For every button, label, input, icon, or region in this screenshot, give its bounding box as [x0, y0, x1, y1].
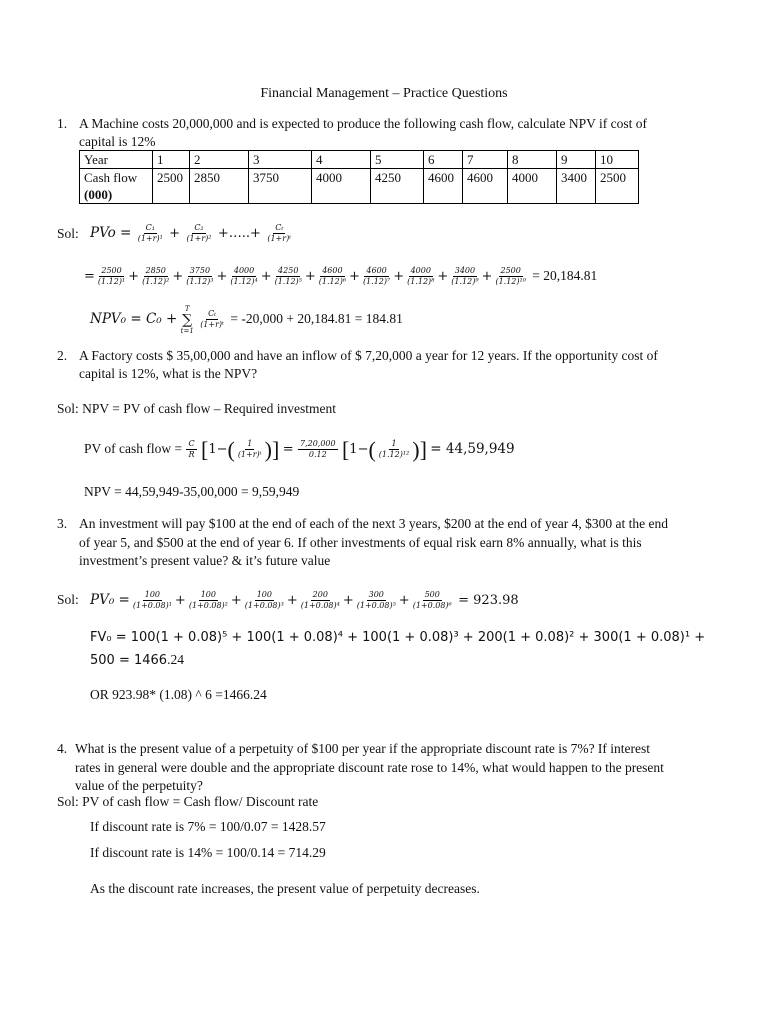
q2-npv: NPV = 44,59,949-35,00,000 = 9,59,949: [84, 484, 300, 499]
cash-flow-table: [79, 150, 639, 204]
fraction-numerator: 100: [200, 590, 216, 600]
plus-sign: +: [398, 593, 410, 608]
table-cell: 4250: [371, 169, 424, 204]
fraction-denominator: (1+r)ᵗ: [267, 234, 292, 244]
plus-sign: +: [437, 269, 449, 284]
plus-sign: +: [304, 269, 316, 284]
table-cell: 10: [596, 151, 639, 169]
q4-result-14: If discount rate is 14% = 100/0.14 = 714.29: [90, 845, 326, 860]
fraction: [243, 590, 286, 611]
table-cell: 7: [463, 151, 508, 169]
plus-sign: +: [172, 269, 184, 284]
fraction-denominator: (1+r)ᵗ: [200, 320, 225, 330]
plus-sign: +: [230, 593, 242, 608]
fraction-denominator: (1+r)ᵗ: [237, 450, 262, 460]
npv-lhs: NPV₀ = C₀ +: [90, 311, 178, 327]
plus-sign: +: [286, 593, 298, 608]
pv-result: = 20,184.81: [532, 268, 598, 283]
fraction-denominator: 0.12: [308, 450, 327, 460]
equals-sign: =: [282, 442, 294, 457]
page-title: Financial Management – Practice Questions: [260, 86, 508, 101]
fraction: [184, 266, 215, 287]
question-4-text-line3: value of the perpetuity?: [75, 778, 203, 793]
pv-lhs: PVo =: [90, 225, 132, 241]
table-cell: 5: [371, 151, 424, 169]
ellipsis: +…..+: [217, 226, 261, 241]
q4-sol: Sol: PV of cash flow = Cash flow/ Discount rate: [57, 794, 319, 809]
fraction-denominator: (1.12)⁹: [451, 277, 479, 287]
fraction-denominator: (1.12)³: [186, 277, 214, 287]
fraction-denominator: (1+0.08)⁴: [300, 601, 340, 611]
plus-sign: +: [342, 593, 354, 608]
table-cell: 3400: [557, 169, 596, 204]
fraction-numerator: 1: [247, 439, 253, 449]
npv-result: = -20,000 + 20,184.81 = 184.81: [230, 311, 403, 326]
fraction-denominator: (1+r)²: [186, 234, 212, 244]
q4-conclusion: As the discount rate increases, the present value of perpetuity decreases.: [90, 881, 480, 896]
fraction: [405, 266, 436, 287]
plus-sign: +: [481, 269, 493, 284]
q1-sol-label: Sol:: [57, 226, 79, 241]
fraction-numerator: 100: [256, 590, 272, 600]
fraction-denominator: (1+0.08)³: [244, 601, 284, 611]
fraction-denominator: (1.12)¹²: [378, 450, 410, 460]
fraction: [411, 590, 454, 611]
q2-sol: Sol: NPV = PV of cash flow – Required investment: [57, 401, 336, 416]
question-4-text-line2: rates in general were double and the appropriate discount rate rose to 14%, what would happen to the present: [75, 760, 664, 775]
fraction-numerator: 4600: [322, 266, 343, 276]
sum-upper: T: [184, 304, 190, 313]
question-4-text-line1: What is the present value of a perpetuity of $100 per year if the appropriate discount rate is 7%? If interest: [75, 741, 651, 756]
plus-sign: +: [174, 593, 186, 608]
plus-sign: +: [128, 269, 140, 284]
fraction-numerator: 7,20,000: [299, 439, 336, 449]
fraction: [317, 266, 348, 287]
q1-pv-expansion: = $\frac{2500}{\text{(1.12)¹}}$ + $\frac{2850}{\text{(1.12)²}}$ + $\frac{3750}{\text{(1.12)³}}$ + $\frac{4000}{\text{(1.12)⁴}}$ + $\frac{4250}{\text{(1.12)⁵}}$ + $\frac{4600}{\text{(1.12)⁶}}$ + $\frac{4600}{\text{(1.12)⁷}}$ + $\frac{4000}{\text{(1.12)⁸}}$ + $\frac{3400}{\text{(1.12)⁹}}$ + $\frac{2500}{\text{(1.12)¹⁰}}$ = 20,184.81: [84, 266, 598, 287]
fraction: [131, 590, 174, 611]
fraction: [198, 309, 226, 330]
fraction-denominator: (1+0.08)²: [188, 601, 228, 611]
fraction-denominator: (1+0.08)⁶: [412, 601, 452, 611]
table-cell: 2500: [153, 169, 190, 204]
question-3-text-line3: investment’s present value? & it’s future value: [79, 553, 331, 568]
table-cell: 6: [424, 151, 463, 169]
fraction-denominator: (1.12)¹⁰: [495, 277, 526, 287]
cash-flow-unit: (000): [84, 187, 113, 202]
q1-npv-formula: [90, 302, 403, 336]
question-1-text-line2: capital is 12%: [79, 134, 156, 149]
q3-sol-label: Sol:: [57, 592, 79, 607]
fraction-denominator: (1.12)²: [142, 277, 170, 287]
fraction-numerator: Cₜ: [208, 309, 217, 319]
table-cell: 2500: [596, 169, 639, 204]
table-row-cash-flow: [80, 169, 639, 204]
fraction: [184, 223, 213, 244]
fraction-numerator: 200: [312, 590, 328, 600]
fraction-denominator: (1.12)¹: [97, 277, 126, 287]
fraction: [493, 266, 527, 287]
fraction-denominator: (1.12)⁴: [230, 277, 258, 287]
fraction: [96, 266, 127, 287]
table-cell: 3: [249, 151, 312, 169]
fraction-numerator: C₁: [145, 223, 155, 233]
q4-result-7: If discount rate is 7% = 100/0.07 = 1428.57: [90, 819, 326, 834]
q1-pv-formula: PVo = $\frac{\text{C₁}}{\text{(1+r)¹}}$ + $\frac{\text{C₂}}{\text{(1+r)²}}$ +…..+ $\frac{\text{Cₜ}}{\text{(1+r)ᵗ}}$: [90, 223, 292, 244]
q3-or-line: OR 923.98* (1.08) ^ 6 =1466.24: [90, 687, 267, 702]
pv-result: = 923.98: [458, 593, 519, 608]
fraction-numerator: 3400: [454, 266, 476, 276]
table-cell: 3750: [249, 169, 312, 204]
fraction-numerator: 2500: [500, 266, 521, 276]
fraction-denominator: (1+r)¹: [137, 234, 163, 244]
pv-label: PV of cash flow =: [84, 441, 183, 456]
q3-pv-formula: [90, 584, 519, 617]
q2-pv-formula: PV of cash flow = $\frac{C}{R}$ [1−( $\frac{1}{\text{(1+r)ᵗ}}$ )] = $\frac{7,20,000}{0.12}$ [1−( $\frac{1}{\text{(1.12)¹²}}$ )] = 44,59,949: [84, 436, 515, 462]
q3-terms: [130, 590, 455, 611]
fraction: [136, 223, 165, 244]
sum-lower: t=1: [180, 326, 194, 335]
fraction-denominator: R: [188, 450, 195, 460]
fraction-numerator: 500: [424, 590, 440, 600]
fraction-denominator: (1+0.08)⁵: [356, 601, 396, 611]
fraction: [228, 266, 259, 287]
fraction-numerator: C₂: [194, 223, 204, 233]
fraction-numerator: 4000: [233, 266, 255, 276]
table-cell: 9: [557, 151, 596, 169]
fraction: [265, 223, 293, 244]
fraction-denominator: (1.12)⁵: [274, 277, 302, 287]
table-cell: 2: [190, 151, 249, 169]
table-cell: 2850: [190, 169, 249, 204]
fraction-numerator: 3750: [189, 266, 211, 276]
fraction: [361, 266, 392, 287]
fraction: [298, 439, 338, 460]
fraction-denominator: (1.12)⁷: [362, 277, 391, 287]
question-1-number: 1.: [57, 116, 68, 131]
fraction: [355, 590, 398, 611]
fraction-numerator: C: [188, 439, 195, 449]
table-header-year: Year: [80, 151, 153, 169]
fraction: [449, 266, 480, 287]
plus-sign: +: [349, 269, 360, 284]
plus-sign: +: [216, 269, 228, 284]
cash-flow-label: Cash flow: [84, 170, 138, 185]
fraction-numerator: 100: [144, 590, 161, 600]
fraction-numerator: 1: [391, 439, 397, 449]
table-cell: 1: [153, 151, 190, 169]
pv-lhs: PV₀ =: [90, 592, 130, 608]
question-3-number: 3.: [57, 516, 68, 531]
question-1-text-line1: A Machine costs 20,000,000 and is expected to produce the following cash flow, calculate NPV if cost of: [79, 116, 647, 131]
plus-sign: +: [260, 269, 272, 284]
fraction: [273, 266, 304, 287]
pv-result: = 44,59,949: [430, 441, 515, 457]
table-cell: 4000: [508, 169, 557, 204]
fraction: [140, 266, 171, 287]
table-cell: 4600: [424, 169, 463, 204]
fv-line2-part-a: 500 = 1466: [90, 653, 168, 668]
fraction-numerator: 4250: [278, 266, 299, 276]
table-header-cash-flow: [80, 169, 153, 204]
table-cell: 8: [508, 151, 557, 169]
q3-fv-line1: FV₀ = 100(1 + 0.08)⁵ + 100(1 + 0.08)⁴ + 100(1 + 0.08)³ + 200(1 + 0.08)² + 300(1 + 0.08)¹ +: [90, 630, 706, 645]
fraction: [186, 439, 196, 460]
fraction-denominator: (1.12)⁶: [318, 277, 347, 287]
fraction-numerator: 4000: [410, 266, 431, 276]
plus-sign: +: [393, 269, 405, 284]
fraction-numerator: Cₜ: [275, 223, 284, 233]
fraction: [236, 439, 264, 460]
table-cell: 4600: [463, 169, 508, 204]
fraction: [187, 590, 230, 611]
q3-fv-line2: [90, 652, 184, 668]
fv-line2-part-b: .24: [167, 652, 184, 667]
fraction-denominator: (1.12)⁸: [407, 277, 435, 287]
question-3-text-line1: An investment will pay $100 at the end of each of the next 3 years, $200 at the end of year 4, $300 at the end: [79, 516, 668, 531]
fraction: [299, 590, 342, 611]
fraction-numerator: 4600: [366, 266, 387, 276]
fraction-numerator: 2850: [145, 266, 166, 276]
question-2-text-line1: A Factory costs $ 35,00,000 and have an inflow of $ 7,20,000 a year for 12 years. If the opportunity cost of: [79, 348, 658, 363]
summation-icon: T ∑ t=1: [180, 304, 194, 335]
question-2-text-line2: capital is 12%, what is the NPV?: [79, 366, 258, 381]
table-cell: 4: [312, 151, 371, 169]
q1-terms: [95, 266, 529, 287]
fraction-numerator: 300: [368, 590, 384, 600]
fraction-denominator: (1+0.08)¹: [132, 601, 172, 611]
fraction: [377, 439, 411, 460]
question-3-text-line2: of year 5, and $500 at the end of year 6. If other investments of equal risk earn 8% annually, what is this: [79, 535, 642, 550]
question-4-number: 4.: [57, 741, 68, 756]
table-row-year: [80, 151, 639, 169]
table-cell: 4000: [312, 169, 371, 204]
fraction-numerator: 2500: [101, 266, 122, 276]
question-2-number: 2.: [57, 348, 68, 363]
